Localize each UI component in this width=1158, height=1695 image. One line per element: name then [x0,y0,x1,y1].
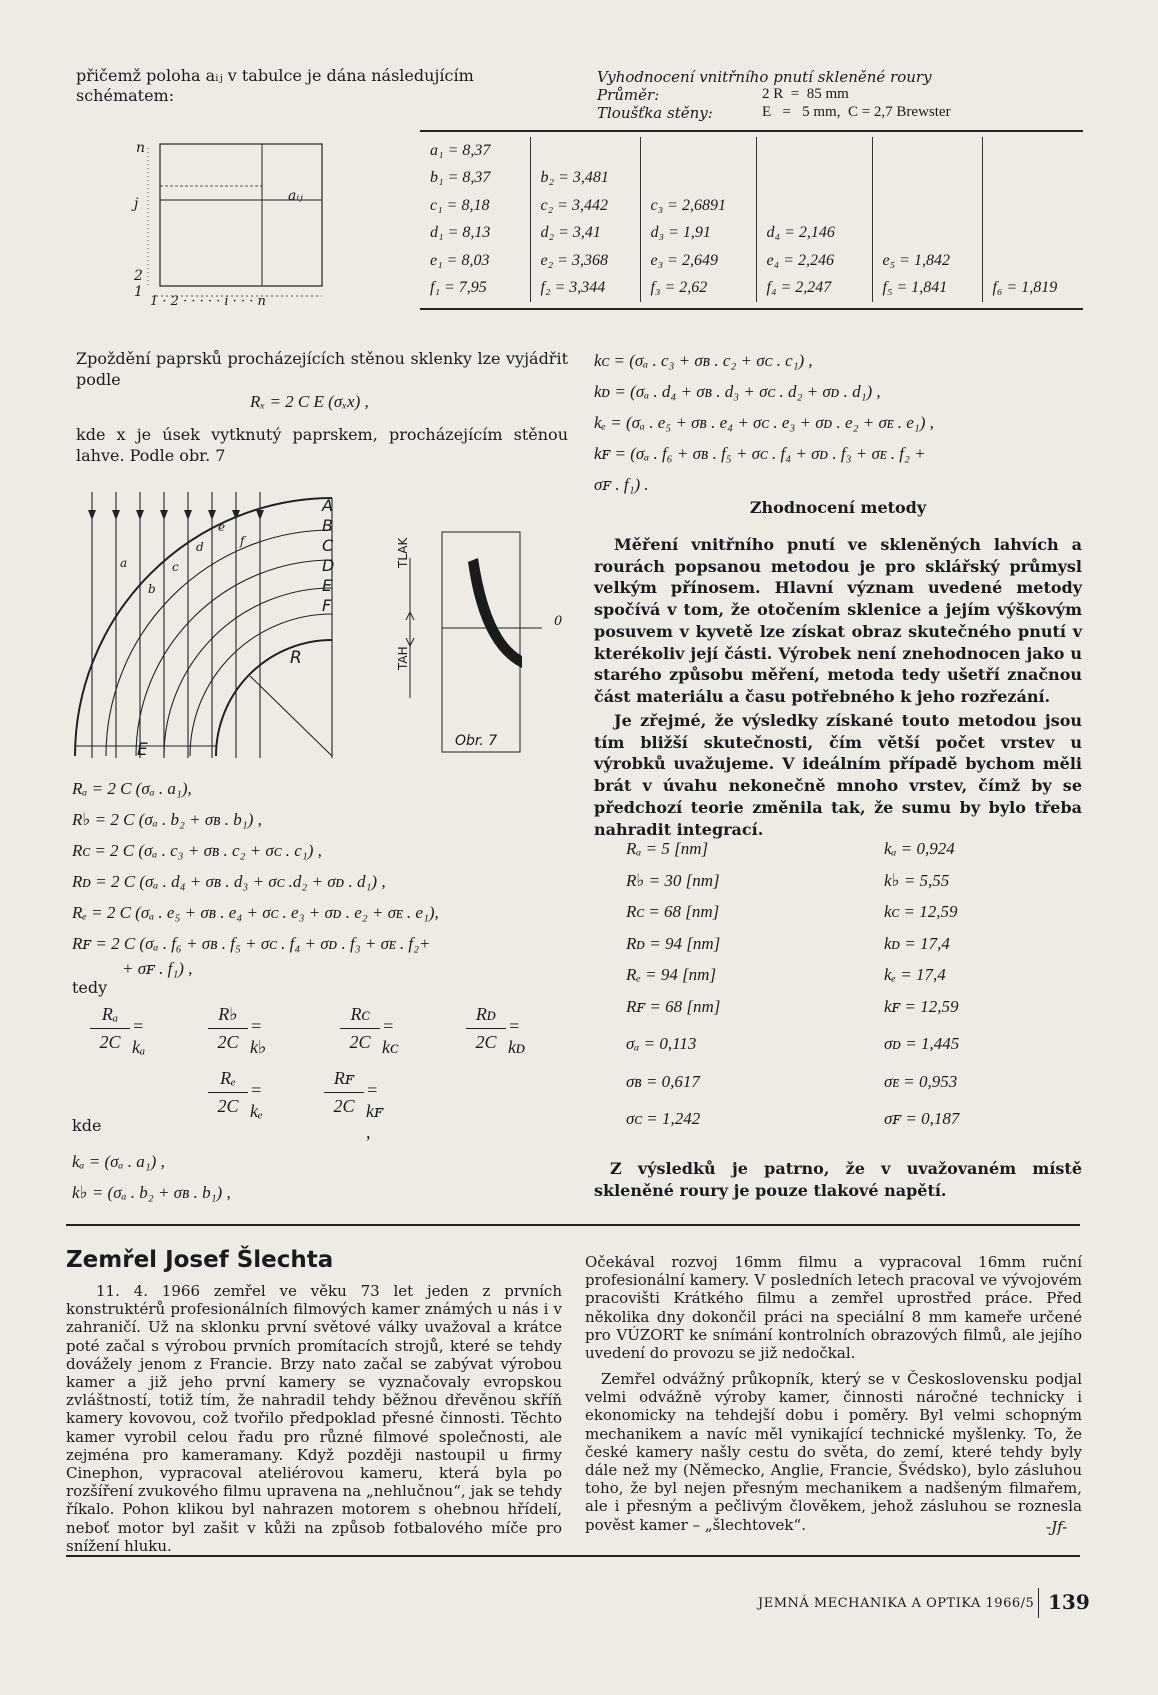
schema-label-1: 1 [134,284,143,300]
schema-intro-text: přičemž poloha aᵢⱼ v tabulce je dána následujícím schématem: [76,66,474,105]
obituary-right-text-1: Očekával rozvoj 16mm filmu a vypracoval 16mm ruční profesionální kamery. V posledních letech pracoval ve vývojovém pracovišti Krátkého filmu a zemřel uprostřed práce. Před několika dny dokončil práci na speciální 8 mm kameře určené pro VÚZORT ke snímání kontrolních obrazových filmů, ale jejího uvedení do provozu se již nedočkal. [585,1253,1082,1363]
prumer-label: Průměr: [597,86,660,104]
result-value: Rᴄ = 68 [nm] [626,902,720,921]
prumer-value: 2 R = 85 mm [762,86,849,102]
table-bottom-rule [420,308,1083,310]
result-value: kᴅ = 17,4 [884,933,950,953]
results-left [626,833,720,1135]
layer-letters [322,496,334,616]
k-formula: kᴅ = (σₐ . d₄ + σʙ . d₃ + σᴄ . d₂ + σᴅ . d₁) , [594,382,881,401]
page-number: 139 [1048,1590,1090,1614]
schema-diagram [126,138,348,308]
schema-label-n: n [136,140,146,156]
table-row: d₁ = 8,13 d₂ = 3,41 d₃ = 1,91 d₄ = 2,146 [420,220,1083,248]
k-formula: kₑ = (σₐ . e₅ + σʙ . e₄ + σᴄ . e₃ + σᴅ . e₂ + σᴇ . e₁) , [594,413,934,432]
layer-letter: F [322,596,332,615]
result-value: k♭ = 5,55 [884,870,950,890]
footer-divider [1038,1588,1039,1618]
figure-label-e: E [137,740,148,760]
layer-letter: C [322,536,334,555]
result-value: σꜰ = 0,187 [884,1109,960,1128]
table-row: a₁ = 8,37 [420,137,1083,165]
tloustka-value: E = 5 mm, C = 2,7 Brewster [762,104,951,120]
k-formula: σꜰ . f₁) . [594,475,649,494]
arc-label: a [120,556,128,570]
where-text: kde x je úsek vytknutý paprskem, procházejícím stěnou lahve. Podle obr. 7 [76,425,568,465]
evaluation-paragraph-1: Měření vnitřního pnutí ve skleněných lahvích a rourách popsanou metodou je pro sklářský průmysl velkým přínosem. Hlavní význam uvedené metody spočívá v tom, že otočením sklenice a jejím výškovým posuvem v kyvetě lze získat obraz skutečného pnutí v kterékoliv její části. Výrobek není znehodnocen jako u starého způsobu měření, metoda tedy ušetří značnou část materiálu a času potřebného k jeho rozřezání. [594,535,1082,706]
table-top-rule [420,130,1083,132]
result-value: Rₑ = 94 [nm] [626,965,717,984]
arc-outer [75,498,335,756]
r-formula: Rꜰ = 2 C (σₐ . f₆ + σʙ . f₅ + σᴄ . f₄ + σᴅ . f₃ + σᴇ . f₂+ [72,934,431,953]
section-heading: Zhodnocení metody [749,498,927,517]
layer-letter: D [322,556,335,575]
k-formula: kᴄ = (σₐ . c₃ + σʙ . c₂ + σᴄ . c₁) , [594,351,813,370]
result-value: kₐ = 0,924 [884,839,955,858]
kde-label: kde [72,1116,102,1135]
ka-formula: kₐ = (σₐ . a₁) , [72,1152,165,1171]
r-formula: Rₐ = 2 C (σₐ . a₁), [72,779,192,798]
result-value: Rꜰ = 68 [nm] [626,996,721,1016]
delay-text: Zpoždění paprsků procházejících stěnou sklenky lze vyjádřit podle [76,349,568,389]
arc-label: f [240,534,245,548]
r-formula: R♭ = 2 C (σₐ . b₂ + σʙ . b₁) , [72,810,262,829]
arc-label: e [218,520,226,534]
arrow-head [208,510,216,520]
figure-caption: Obr. 7 [455,733,498,749]
label-tah: TAH [396,646,410,670]
layer-letter: B [322,516,333,535]
arrow-head [160,510,168,520]
stress-curve [468,558,522,668]
arrow-head [88,510,96,520]
schema-label-bottom: 1 · 2 · · · · · i · · · n [150,294,266,309]
arrow-head [136,510,144,520]
k-formula: kꜰ = (σₐ . f₆ + σʙ . f₅ + σᴄ . f₄ + σᴅ . f₃ + σᴇ . f₂ + [594,444,926,463]
r-formulas [72,773,439,977]
result-value: σᴇ = 0,953 [884,1071,958,1091]
figure-7 [70,488,570,763]
label-zero: 0 [554,614,563,629]
table-row: b₁ = 8,37 b₂ = 3,481 [420,165,1083,193]
arc-label: d [196,540,204,554]
results-right [884,833,959,1135]
obituary-signature: -Jf- [1046,1518,1068,1536]
arrow-head [112,510,120,520]
article-separator [66,1224,1080,1226]
layer-letter: A [322,496,333,515]
result-value: kꜰ = 12,59 [884,996,959,1016]
obituary-title: Zemřel Josef Šlechta [66,1247,334,1273]
result-value: kᴄ = 12,59 [884,902,958,921]
page: přičemž poloha aᵢⱼ v tabulce je dána následujícím schématem: n j 2 1 aᵢⱼ 1 · 2 · · · · · i · · · n Vyhodnocení vnitřního pnutí skleněné roury Průměr: 2 R = 85 mm Tloušťka stěny: E = 5 mm, C = 2,7 Brewster a₁ = 8,37 b₁ = 8,37 b₂ = 3,481 c₁ = 8,18 c₂ = 3,442 c₃ = 2,6891 d₁ = 8,13 d₂ = 3,41 d₃ = 1,91 d₄ = 2,146 e₁ = 8,03 e₂ = 3,368 e₃ = 2,649 e₄ = 2,246 e₅ = 1,842 f₁ = 7,95 f₂ = 3,344 f₃ = 2,62 f₄ = 2,247 f₅ = 1,841 f₆ = 1,819 Zpoždění paprsků procházejících stěnou sklenky lze vyjádřit podle Rₓ = 2 C E (σₓx) , kde x je úsek vytknutý paprskem, procházejícím stěnou lahve. Podle obr. 7 kᴄ = (σₐ . c₃ + σʙ . c₂ + σᴄ . c₁) , kᴅ = (σₐ . d₄ + σʙ . d₃ + σᴄ . d₂ + σᴅ . d₁) , kₑ = (σₐ . e₅ + σʙ . e₄ + σᴄ . e₃ + σᴅ . e₂ + σᴇ . e₁) , kꜰ = (σₐ . f₆ + σʙ . f₅ + σᴄ . f₄ + σᴅ . f₃ + σᴇ . f₂ + σꜰ . f₁) . A B C D E F R E Obr. 7 TLAK TAH 0 a b c d e f Rₐ = 2 C (σₐ . a₁), R♭ = 2 C (σₐ . b₂ + σʙ . b₁) , Rᴄ = 2 C (σₐ . c₃ + σʙ . c₂ + σᴄ . c₁) , Rᴅ = 2 C (σₐ . d₄ + σʙ . d₃ + σᴄ .d₂ + σᴅ . d₁) , Rₑ = 2 C (σₐ . e₅ + σʙ . e₄ + σᴄ . e₃ + σᴅ . e₂ + σᴇ . e₁), Rꜰ = 2 C (σₐ . f₆ + σʙ . f₅ + σᴄ . f₄ + σᴅ . f₃ + σᴇ . f₂+ + σꜰ . f₁) , tedy Rₐ 2C = kₐ R♭ 2C = k♭ Rᴄ 2C = kᴄ Rᴅ 2C = kᴅ Rₑ 2C = kₑ Rꜰ 2C = kꜰ , kde kₐ = (σₐ . a₁) , k♭ = (σₐ . b₂ + σʙ . b₁) , Zhodnocení metody Měření vnitřního pnutí ve skleněných lahvích a rourách popsanou metodou je pro sklářský průmysl velkým přínosem. Hlavní význam uvedené metody spočívá v tom, že otočením sklenice a jejím výškovým posuvem v kyvetě lze získat obraz skutečného pnutí v kterékoliv její části. Výrobek není znehodnocen jako u starého způsobu měření, metoda tedy ušetří značnou část materiálu a času potřebného k jeho rozřezání. Je zřejmé, že výsledky získané touto metodou jsou tím bližší skutečnosti, čím větší počet vrstev u výrobků uvažujeme. V ideálním případě bychom měli brát v úvahu nekonečně mnoho vrstev, čímž by se předchozí teorie změnila tak, že sumu by bylo třeba nahradit integrací. Rₐ = 5 [nm] R♭ = 30 [nm] Rᴄ = 68 [nm] Rᴅ = 94 [nm] Rₑ = 94 [nm] Rꜰ = 68 [nm] σₐ = 0,113 σʙ = 0,617 σᴄ = 1,242 kₐ = 0,924 k♭ = 5,55 kᴄ = 12,59 kᴅ = 17,4 kₑ = 17,4 kꜰ = 12,59 σᴅ = 1,445 σᴇ = 0,953 σꜰ = 0,187 Z výsledků je patrno, že v uvažovaném místě skleněné roury je pouze tlakové napětí. Zemřel Josef Šlechta 11. 4. 1966 zemřel ve věku 73 let jeden z prvních konstruktérů profesionálních filmových kamer známých u nás i v zahraničí. Už na sklonku první světové války uvažoval a krátce poté začal s výrobou prvních promítacích strojů, které se tehdy dovážely jenom z Francie. Brzy nato začal se zabývat výrobou kamer a již jeho první kamery se vyznačovaly evropskou zvláštností, totiž tím, že nahradil tehdy běžnou dřevěnou skříň kamery kovovou, což tvořilo předpoklad přesné činnosti. Těchto kamer vyrobil celou řadu pro různé filmové společnosti, ale zejména pro kameramany. Když později nastoupil u firmy Cinephon, vypracoval ateliérovou kameru, která byla po rozšíření zvukového filmu upravena na „nehlučnou“, jak se tehdy říkalo. Pohon klikou byl nahrazen motorem s ohebnou hřídelí, neboť motor byl zašit v kůži na způsob fotbalového míče pro snížení hluku. Očekával rozvoj 16mm filmu a vypracoval 16mm ruční profesionální kamery. V posledních letech pracoval ve vývojovém pracovišti Krátkého filmu a zemřel uprostřed práce. Před několika dny dokončil práci na speciální 8 mm kameře určené pro VÚZORT ke snímání kontrolních obrazových filmů, ale jejího uvedení do provozu se již nedočkal. Zemřel odvážný průkopník, který se v Československu podjal velmi odvážně výroby kamer, činnosti náročné technicky i ekonomicky na tehdejší dobu i poměry. Byl velmi schopným mechanikem a navíc měl vynikající technické myšlenky. To, že české kamery našly cestu do světa, do zemí, které tehdy byly dále než my (Německo, Anglie, Francie, Švédsko), bylo zásluhou toho, že byl nejen přesným mechanikem a nadšeným filmařem, ale i přesným a pečlivým člověkem, jehož zásluhou se roznesla pověst kamer – „šlechtovek“. -Jf- JEMNÁ MECHANIKA A OPTIKA 1966/5 139 [0,0,1158,1695]
result-value: σᴅ = 1,445 [884,1034,960,1053]
result-value: Rₐ = 5 [nm] [626,839,709,858]
result-value: R♭ = 30 [nm] [626,870,720,890]
r-formula: + σꜰ . f₁) , [122,959,193,978]
conclusion-text: Z výsledků je patrno, že v uvažovaném místě skleněné roury je pouze tlakové napětí. [594,1159,1082,1200]
table-row: c₁ = 8,18 c₂ = 3,442 c₃ = 2,6891 [420,192,1083,220]
k-formulas [594,345,934,494]
arrow-head [184,510,192,520]
table-row: e₁ = 8,03 e₂ = 3,368 e₃ = 2,649 e₄ = 2,246 e₅ = 1,842 [420,247,1083,275]
result-value: kₑ = 17,4 [884,965,946,984]
schema-label-aij: aᵢⱼ [288,188,303,204]
footer-separator [66,1555,1080,1557]
r-formula: Rₑ = 2 C (σₐ . e₅ + σʙ . e₄ + σᴄ . e₃ + σᴅ . e₂ + σᴇ . e₁), [72,903,439,922]
result-value: σᴄ = 1,242 [626,1109,701,1128]
arc-label: c [172,560,179,574]
evaluation-paragraph-2: Je zřejmé, že výsledky získané touto metodou jsou tím bližší skutečnosti, čím větší počet vrstev u výrobků uvažujeme. V ideálním případě bychom měli brát v úvahu nekonečně mnoho vrstev, čímž by se předchozí teorie změnila tak, že sumu by bylo třeba nahradit integrací. [594,711,1082,839]
schema-frame [160,144,322,286]
obituary-right-text-2: Zemřel odvážný průkopník, který se v Československu podjal velmi odvážně výroby kamer, činnosti náročné technicky i ekonomicky na tehdejší dobu i poměry. Byl velmi schopným mechanikem a navíc měl vynikající technické myšlenky. To, že české kamery našly cestu do světa, do zemí, které tehdy byly dále než my (Německo, Anglie, Francie, Švédsko), bylo zásluhou toho, že byl nejen přesným mechanikem a nadšeným filmařem, ale i přesným a pečlivým člověkem, jehož zásluhou se roznesla pověst kamer – „šlechtovek“. [585,1370,1082,1534]
table-row: f₁ = 7,95 f₂ = 3,344 f₃ = 2,62 f₄ = 2,247 f₅ = 1,841 f₆ = 1,819 [420,275,1083,303]
values-table [420,137,1083,302]
result-value: σʙ = 0,617 [626,1071,700,1091]
figure-label-r: R [290,648,302,668]
r-formula: Rᴄ = 2 C (σₐ . c₃ + σʙ . c₂ + σᴄ . c₁) , [72,841,322,860]
layer-letter: E [322,576,333,595]
label-tlak: TLAK [396,537,410,568]
schema-label-2: 2 [134,268,143,284]
schema-label-j: j [134,196,139,212]
result-value: σₐ = 0,113 [626,1034,697,1053]
kb-formula: k♭ = (σₐ . b₂ + σʙ . b₁) , [72,1183,231,1202]
stress-frame [442,532,520,752]
result-value: Rᴅ = 94 [nm] [626,933,721,953]
tedy-label: tedy [72,978,108,997]
radius-line [250,676,332,756]
arc-label: b [148,582,156,596]
arrow-head [256,510,264,520]
formula-rx: Rₓ = 2 C E (σₓx) , [250,392,369,411]
r-formula: Rᴅ = 2 C (σₐ . d₄ + σʙ . d₃ + σᴄ .d₂ + σᴅ . d₁) , [72,872,386,891]
tloustka-label: Tloušťka stěny: [597,104,713,122]
obituary-left-text: 11. 4. 1966 zemřel ve věku 73 let jeden z prvních konstruktérů profesionálních filmových kamer známých u nás i v zahraničí. Už na sklonku první světové války uvažoval a krátce poté začal s výrobou prvních promítacích strojů, které se tehdy dovážely jenom z Francie. Brzy nato začal se zabývat výrobou kamer a již jeho první kamery se vyznačovaly evropskou zvláštností, totiž tím, že nahradil tehdy běžnou dřevěnou skříň kamery kovovou, což tvořilo předpoklad přesné činnosti. Těchto kamer vyrobil celou řadu pro různé filmové společnosti, ale zejména pro kameramany. Když později nastoupil u firmy Cinephon, vypracoval ateliérovou kameru, která byla po rozšíření zvukového filmu upravena na „nehlučnou“, jak se tehdy říkalo. Pohon klikou byl nahrazen motorem s ohebnou hřídelí, neboť motor byl zašit v kůži na způsob fotbalového míče pro snížení hluku. [66,1282,562,1555]
table-title: Vyhodnocení vnitřního pnutí skleněné roury [597,68,932,86]
journal-name: JEMNÁ MECHANIKA A OPTIKA 1966/5 [758,1596,1035,1611]
